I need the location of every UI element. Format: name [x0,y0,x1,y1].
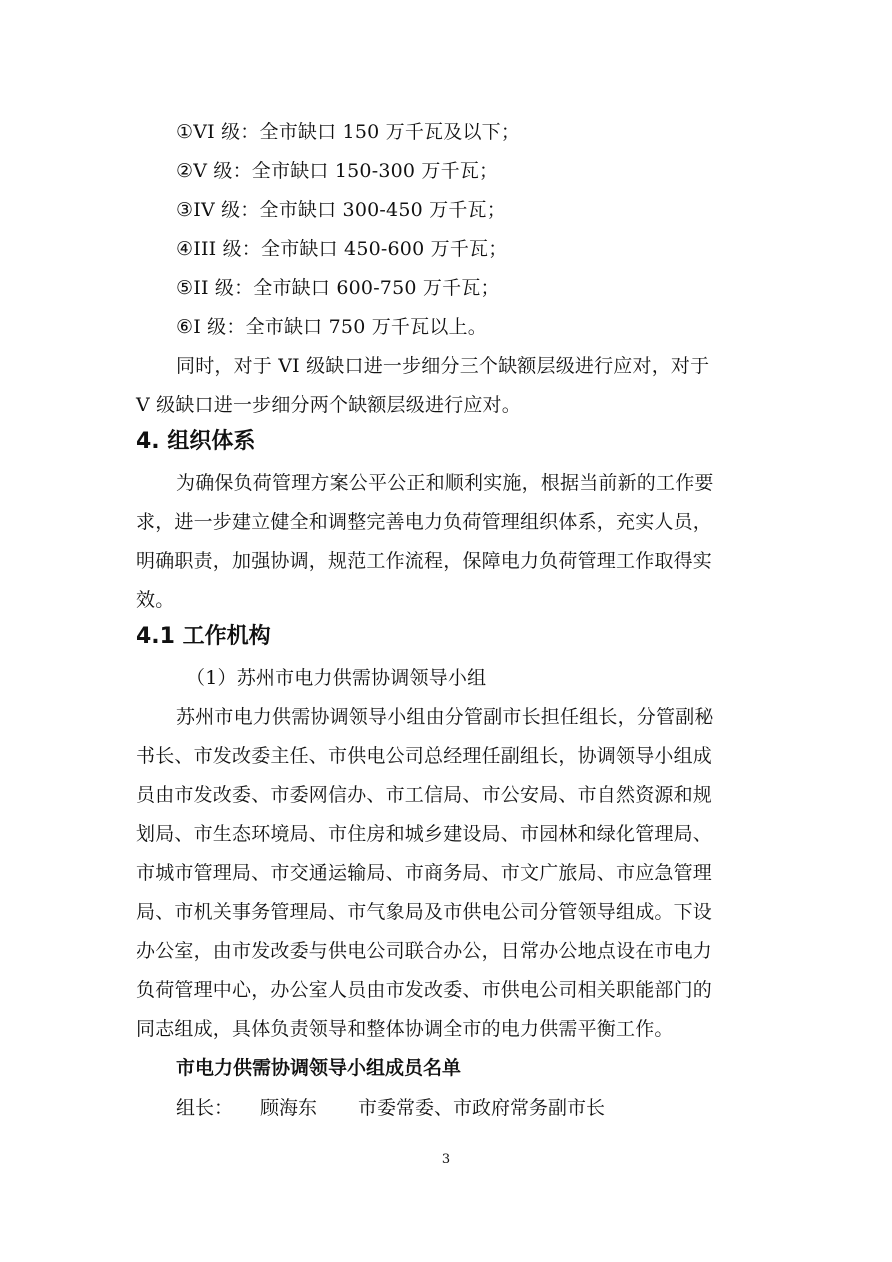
member-role: 组长： [176,1097,234,1119]
level-item-vi: ①VI 级：全市缺口 150 万千瓦及以下； [176,121,521,143]
section-4-1-line-7: 办公室，由市发改委与供电公司联合办公，日常办公地点设在市电力 [136,940,713,962]
section-4-line-4: 效。 [136,589,175,611]
section-4-line-2: 求，进一步建立健全和调整完善电力负荷管理组织体系，充实人员， [136,511,713,533]
level-item-ii: ⑤II 级：全市缺口 600-750 万千瓦； [176,277,500,299]
section-4-1-line-2: 书长、市发改委主任、市供电公司总经理任副组长，协调领导小组成 [136,745,713,767]
item-1-title: （1）苏州市电力供需协调领导小组 [186,667,487,689]
member-list-title: 市电力供需协调领导小组成员名单 [176,1057,462,1079]
section-4-1-line-9: 同志组成，具体负责领导和整体协调全市的电力供需平衡工作。 [136,1018,674,1040]
note-line-1: 同时，对于 VI 级缺口进一步细分三个缺额层级进行应对，对于 [176,355,710,377]
section-4-1-line-1: 苏州市电力供需协调领导小组由分管副市长担任组长，分管副秘 [176,706,714,728]
level-item-iv: ③IV 级：全市缺口 300-450 万千瓦； [176,199,506,221]
member-position: 市委常委、市政府常务副市长 [358,1097,606,1119]
section-4-1-line-3: 员由市发改委、市委网信办、市工信局、市公安局、市自然资源和规 [136,784,713,806]
section-4-1-line-5: 市城市管理局、市交通运输局、市商务局、市文广旅局、市应急管理 [136,862,713,884]
section-4-line-3: 明确职责，加强协调，规范工作流程，保障电力负荷管理工作取得实 [136,550,713,572]
page-number: 3 [441,1152,451,1167]
section-4-1-heading: 4.1 工作机构 [136,624,271,649]
section-4-1-line-4: 划局、市生态环境局、市住房和城乡建设局、市园林和绿化管理局、 [136,823,713,845]
section-4-line-1: 为确保负荷管理方案公平公正和顺利实施，根据当前新的工作要 [176,472,714,494]
member-name: 顾海东 [260,1097,318,1119]
member-row [176,1094,605,1122]
level-item-i: ⑥I 级：全市缺口 750 万千瓦以上。 [176,316,487,338]
section-4-heading: 4. 组织体系 [136,429,256,454]
note-line-2: V 级缺口进一步细分两个缺额层级进行应对。 [136,394,521,416]
level-item-v: ②V 级：全市缺口 150-300 万千瓦； [176,160,499,182]
section-4-1-line-8: 负荷管理中心，办公室人员由市发改委、市供电公司相关职能部门的 [136,979,713,1001]
section-4-1-line-6: 局、市机关事务管理局、市气象局及市供电公司分管领导组成。下设 [136,901,713,923]
level-item-iii: ④III 级：全市缺口 450-600 万千瓦； [176,238,508,260]
